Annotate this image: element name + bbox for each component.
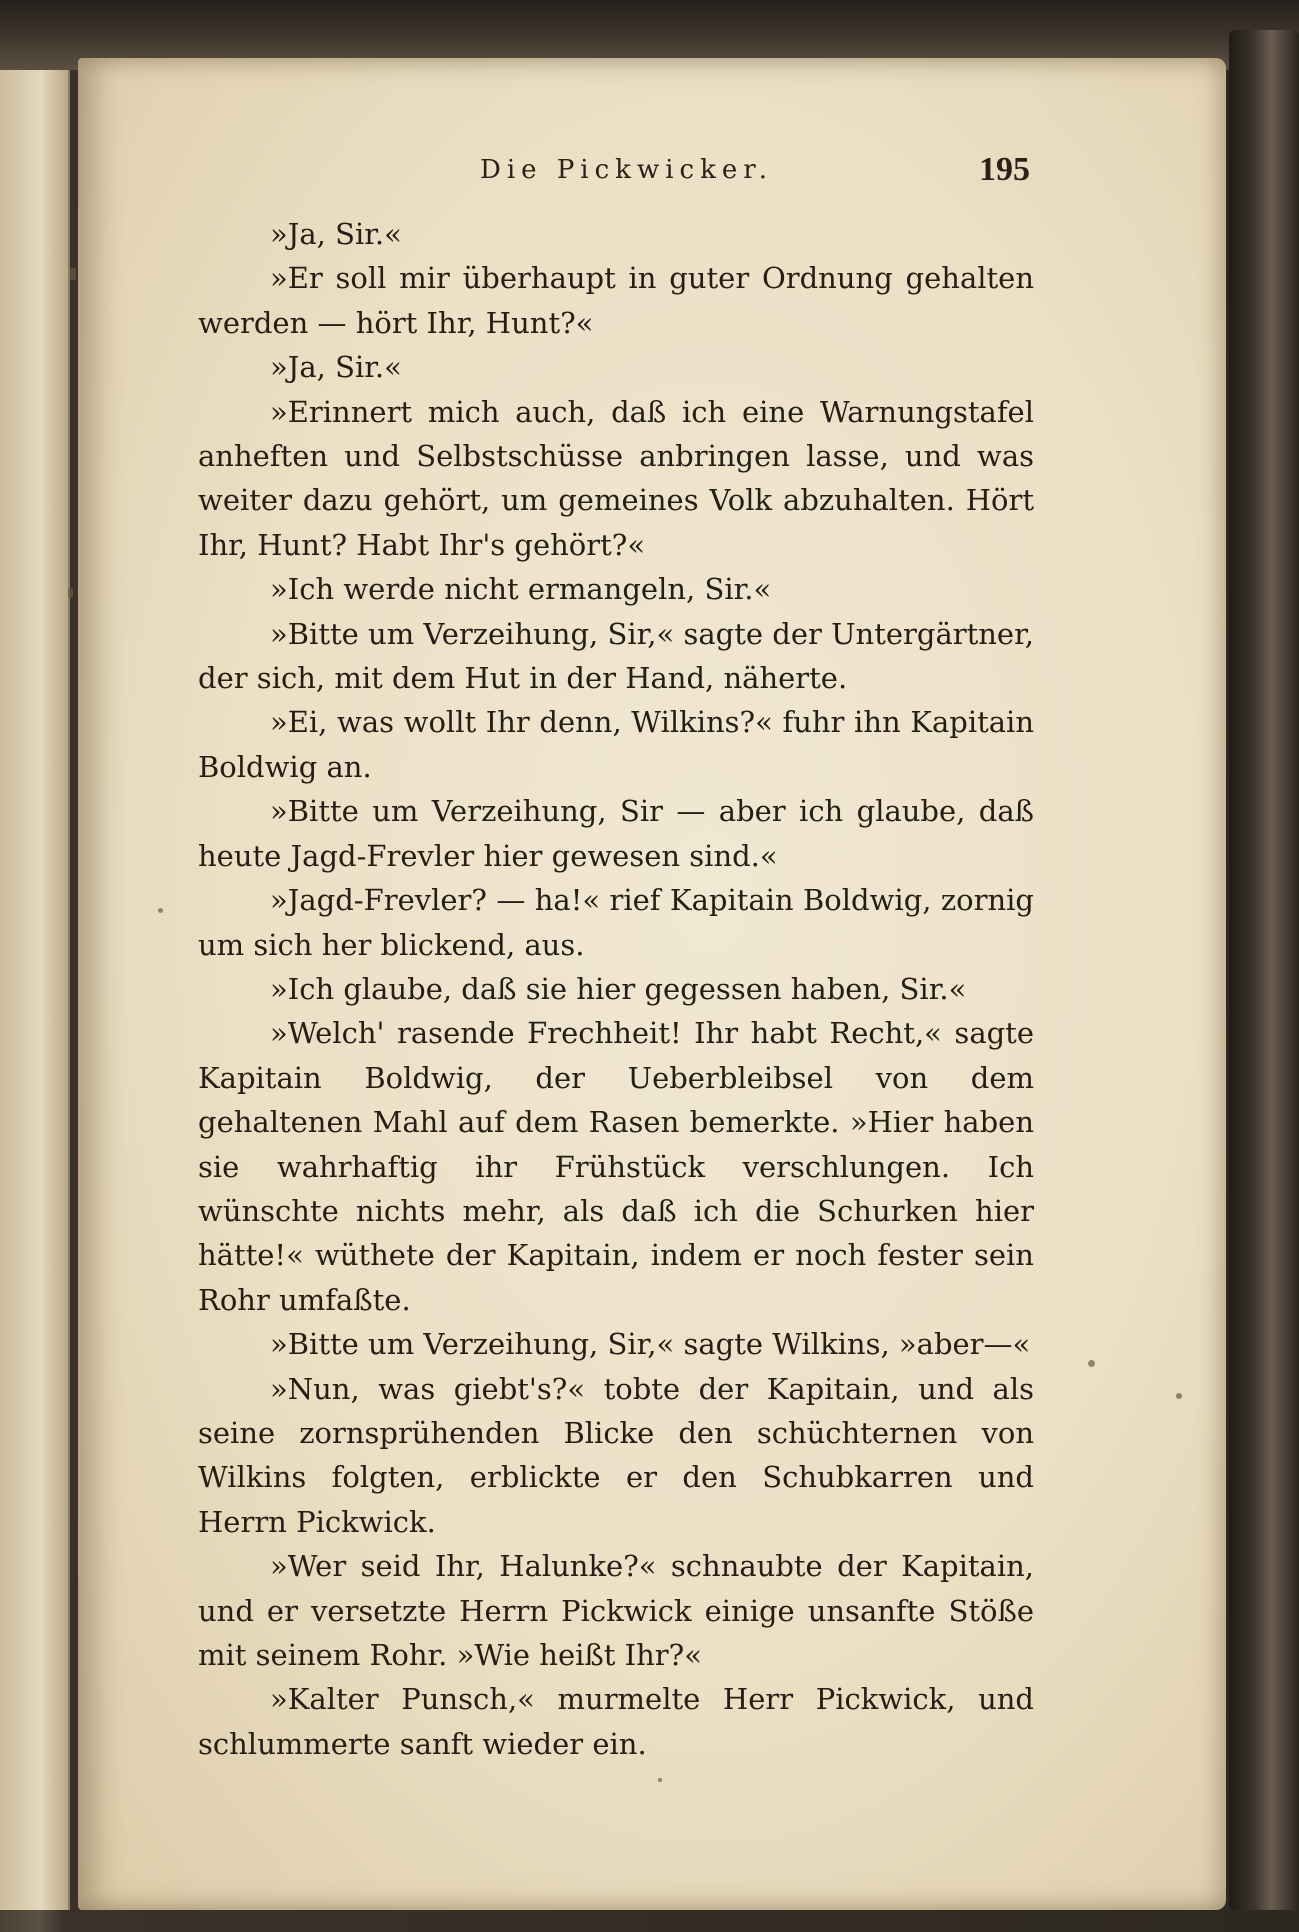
ink-speck [658, 1778, 662, 1782]
paragraph: »Ja, Sir.« [270, 217, 402, 251]
paragraph: »Welch' rasende Frechheit! Ihr habt Recht,« sagte Kapitain Boldwig, der Ueberbleibsel von dem gehaltenen Mahl auf dem Rasen bemerkte. »Hier haben sie wahrhaftig ihr Frühstück verschlungen. Ich wünschte nichts mehr, als daß ich die Schurken hier hätte!« wüthete der Kapitain, indem er noch fester sein Rohr umfaßte. [198, 1016, 1034, 1317]
page-number: 195 [979, 151, 1030, 188]
paragraph: »Nun, was giebt's?« tobte der Kapitain, und als seine zornsprühenden Blicke den schüchternen von Wilkins folgten, erblickte er den Schubkarren und Herrn Pickwick. [198, 1371, 1034, 1539]
ink-speck [70, 268, 76, 280]
ink-speck [158, 908, 163, 913]
ink-speck [1088, 1360, 1095, 1367]
paragraph: »Bitte um Verzeihung, Sir,« sagte der Untergärtner, der sich, mit dem Hut in der Hand, näherte. [198, 616, 1034, 696]
paragraph: »Ich werde nicht ermangeln, Sir.« [270, 572, 772, 607]
paragraph: »Bitte um Verzeihung, Sir — aber ich glaube, daß heute Jagd-Frevler hier gewesen sind.« [198, 794, 1034, 873]
paragraph: »Ich glaube, daß sie hier gegessen haben, Sir.« [270, 971, 967, 1006]
paragraph: »Erinnert mich auch, daß ich eine Warnungstafel anheften und Selbstschüsse anbringen lasse, und was weiter dazu gehört, um gemeines Volk abzuhalten. Hört Ihr, Hunt? Habt Ihr's gehört?« [198, 394, 1034, 562]
paragraph: »Ja, Sir.« [270, 350, 402, 385]
ink-speck [68, 588, 73, 598]
ink-speck [1176, 1393, 1182, 1399]
paragraph: »Ei, was wollt Ihr denn, Wilkins?« fuhr ihn Kapitain Boldwig an. [198, 705, 1034, 784]
book-spine-edge [1229, 30, 1299, 1910]
body-text [198, 212, 1034, 1766]
paragraph: »Kalter Punsch,« murmelte Herr Pickwick, und schlummerte sanft wieder ein. [198, 1682, 1034, 1761]
page-header [180, 151, 1030, 195]
paragraph: »Wer seid Ihr, Halunke?« schnaubte der Kapitain, und er versetzte Herrn Pickwick einige unsanfte Stöße mit seinem Rohr. »Wie heißt Ihr?« [198, 1549, 1034, 1672]
paragraph: »Jagd-Frevler? — ha!« rief Kapitain Boldwig, zornig um sich her blickend, aus. [198, 883, 1034, 962]
paragraph: »Bitte um Verzeihung, Sir,« sagte Wilkins, »aber—« [270, 1327, 1031, 1362]
running-title: Die Pickwicker. [480, 155, 774, 185]
paragraph: »Er soll mir überhaupt in guter Ordnung gehalten werden — hört Ihr, Hunt?« [198, 261, 1034, 340]
facing-page-edge [0, 70, 70, 1910]
